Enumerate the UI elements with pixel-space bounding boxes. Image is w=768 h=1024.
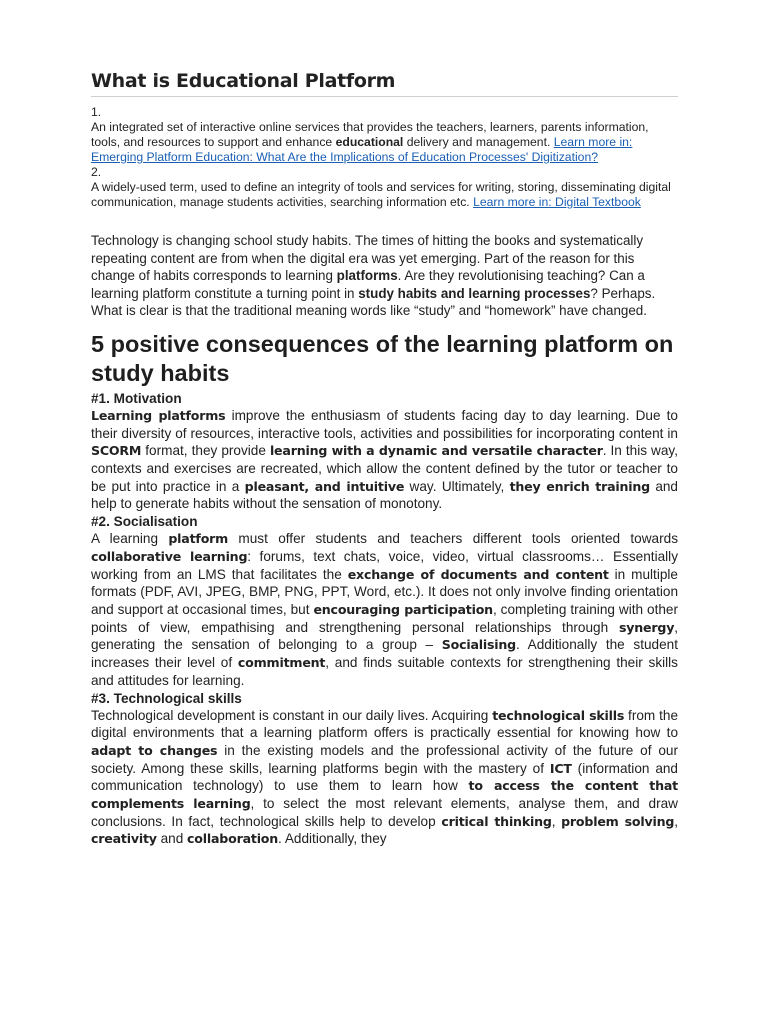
- section-heading-technological: #3. Technological skills: [91, 690, 242, 706]
- body-text: in multiple formats (PDF, AVI, JPEG, BMP, PNG, PPT, Word, etc.). It does not only involve finding orientation and support at occasional times, but: [91, 566, 678, 617]
- definitions-list: [91, 105, 678, 210]
- bold-term: to access the content that complements learning: [91, 778, 679, 812]
- intro-paragraph: [91, 232, 678, 320]
- definition-number: 2.: [91, 165, 102, 179]
- body-text: : forums, text chats, voice, video, virtual classrooms… Essentially working from an LMS that facilitates the: [91, 548, 678, 582]
- intro-text: ? Perhaps. What is clear is that the traditional meaning words like “study” and “homework” have changed.: [91, 285, 656, 319]
- bold-term: pleasant, and intuitive: [244, 478, 405, 494]
- section-heading-motivation: #1. Motivation: [91, 390, 182, 406]
- definition-bold: educational: [335, 135, 404, 149]
- body-text: , completing training with other points of view, empathising and strengthening personal relationships through: [91, 602, 678, 635]
- definition-item: [91, 120, 678, 165]
- section-body-socialisation: [91, 530, 678, 689]
- bold-term: exchange of documents and content: [347, 566, 609, 582]
- bold-term: collaboration: [187, 831, 279, 847]
- bold-term: Learning platforms: [91, 407, 226, 423]
- section-body-technological: [91, 707, 678, 849]
- body-text: . Additionally the student increases their level of: [91, 637, 678, 671]
- intro-bold: platforms: [336, 268, 398, 284]
- bold-term: learning with a dynamic and versatile character: [269, 443, 603, 459]
- section-heading-socialisation: #2. Socialisation: [91, 514, 198, 530]
- body-text: ,: [551, 813, 562, 829]
- body-text: in the existing models and the professional activity of the future of our society. Among these skills, learning platforms begin with the mastery of: [91, 742, 678, 776]
- bold-term: they enrich training: [509, 478, 650, 494]
- body-text: , and finds suitable contexts for strengthening their skills and attitudes for learning.: [91, 655, 678, 688]
- bold-term: critical thinking: [441, 813, 552, 829]
- bold-term: commitment: [237, 655, 326, 671]
- definition-number: 1.: [91, 105, 102, 119]
- body-text: must offer students and teachers different tools oriented towards: [228, 531, 678, 547]
- bold-term: problem solving: [561, 813, 675, 829]
- document-page: [91, 70, 678, 848]
- bold-term: Socialising: [441, 637, 516, 653]
- main-heading: 5 positive consequences of the learning platform on study habits: [91, 330, 674, 386]
- bold-term: adapt to changes: [91, 742, 218, 758]
- page-title: What is Educational Platform: [91, 70, 678, 97]
- body-text: . In this way, contexts and exercises are recreated, which allow the content defined by the tutor or teacher to be put into practice in a: [91, 443, 678, 494]
- body-text: and help to generate habits without the sensation of monotony.: [91, 478, 678, 512]
- body-text: ,: [674, 813, 678, 829]
- body-text: and: [156, 831, 188, 847]
- definition-text: delivery and management.: [403, 135, 554, 149]
- bold-term: synergy: [618, 619, 675, 635]
- body-text: (information and communication technology) to use them to learn how: [91, 760, 678, 794]
- body-text: Technological development is constant in our daily lives. Acquiring: [91, 707, 493, 723]
- bold-term: platform: [168, 531, 229, 547]
- body-text: format, they provide: [141, 443, 270, 459]
- body-text: improve the enthusiasm of students facing day to day learning. Due to their diversity of resources, interactive tools, activities and possibilities for incorporating content in: [91, 407, 678, 441]
- intro-text: Technology is changing school study habits. The times of hitting the books and systematically repeating content are from when the digital era was yet emerging. Part of the reason for this change of habits corresponds to learning: [91, 233, 644, 284]
- body-text: A learning: [91, 531, 169, 547]
- learn-more-link[interactable]: Learn more in: Emerging Platform Education: What Are the Implications of Education Processes' Digitization?: [91, 135, 633, 164]
- section-body-motivation: [91, 407, 678, 513]
- bold-term: collaborative learning: [91, 548, 248, 564]
- body-text: from the digital environments that a learning platform offers is practically essential for knowing how to: [91, 707, 679, 741]
- learn-more-link[interactable]: Learn more in: Digital Textbook: [473, 195, 641, 209]
- bold-term: ICT: [549, 760, 572, 776]
- intro-bold: study habits and learning processes: [358, 285, 591, 301]
- body-text: , to select the most relevant elements, analyse them, and draw conclusions. In fact, technological skills help to develop: [91, 796, 678, 829]
- intro-text: . Are they revolutionising teaching? Can a learning platform constitute a turning point in: [91, 268, 645, 301]
- bold-term: creativity: [91, 831, 157, 847]
- bold-term: technological skills: [492, 707, 625, 723]
- definition-text: An integrated set of interactive online services that provides the teachers, learners, parents information, tools, and resources to support and enhance: [91, 120, 649, 149]
- bold-term: SCORM: [91, 443, 142, 459]
- body-text: way. Ultimately,: [404, 478, 510, 494]
- definition-item: [91, 180, 678, 210]
- body-text: . Additionally, they: [278, 831, 387, 847]
- definition-text: A widely-used term, used to define an integrity of tools and services for writing, storing, disseminating digital communication, manage students activities, searching information etc.: [91, 180, 671, 209]
- bold-term: encouraging participation: [313, 602, 493, 617]
- body-text: , generating the sensation of belonging to a group –: [91, 619, 678, 653]
